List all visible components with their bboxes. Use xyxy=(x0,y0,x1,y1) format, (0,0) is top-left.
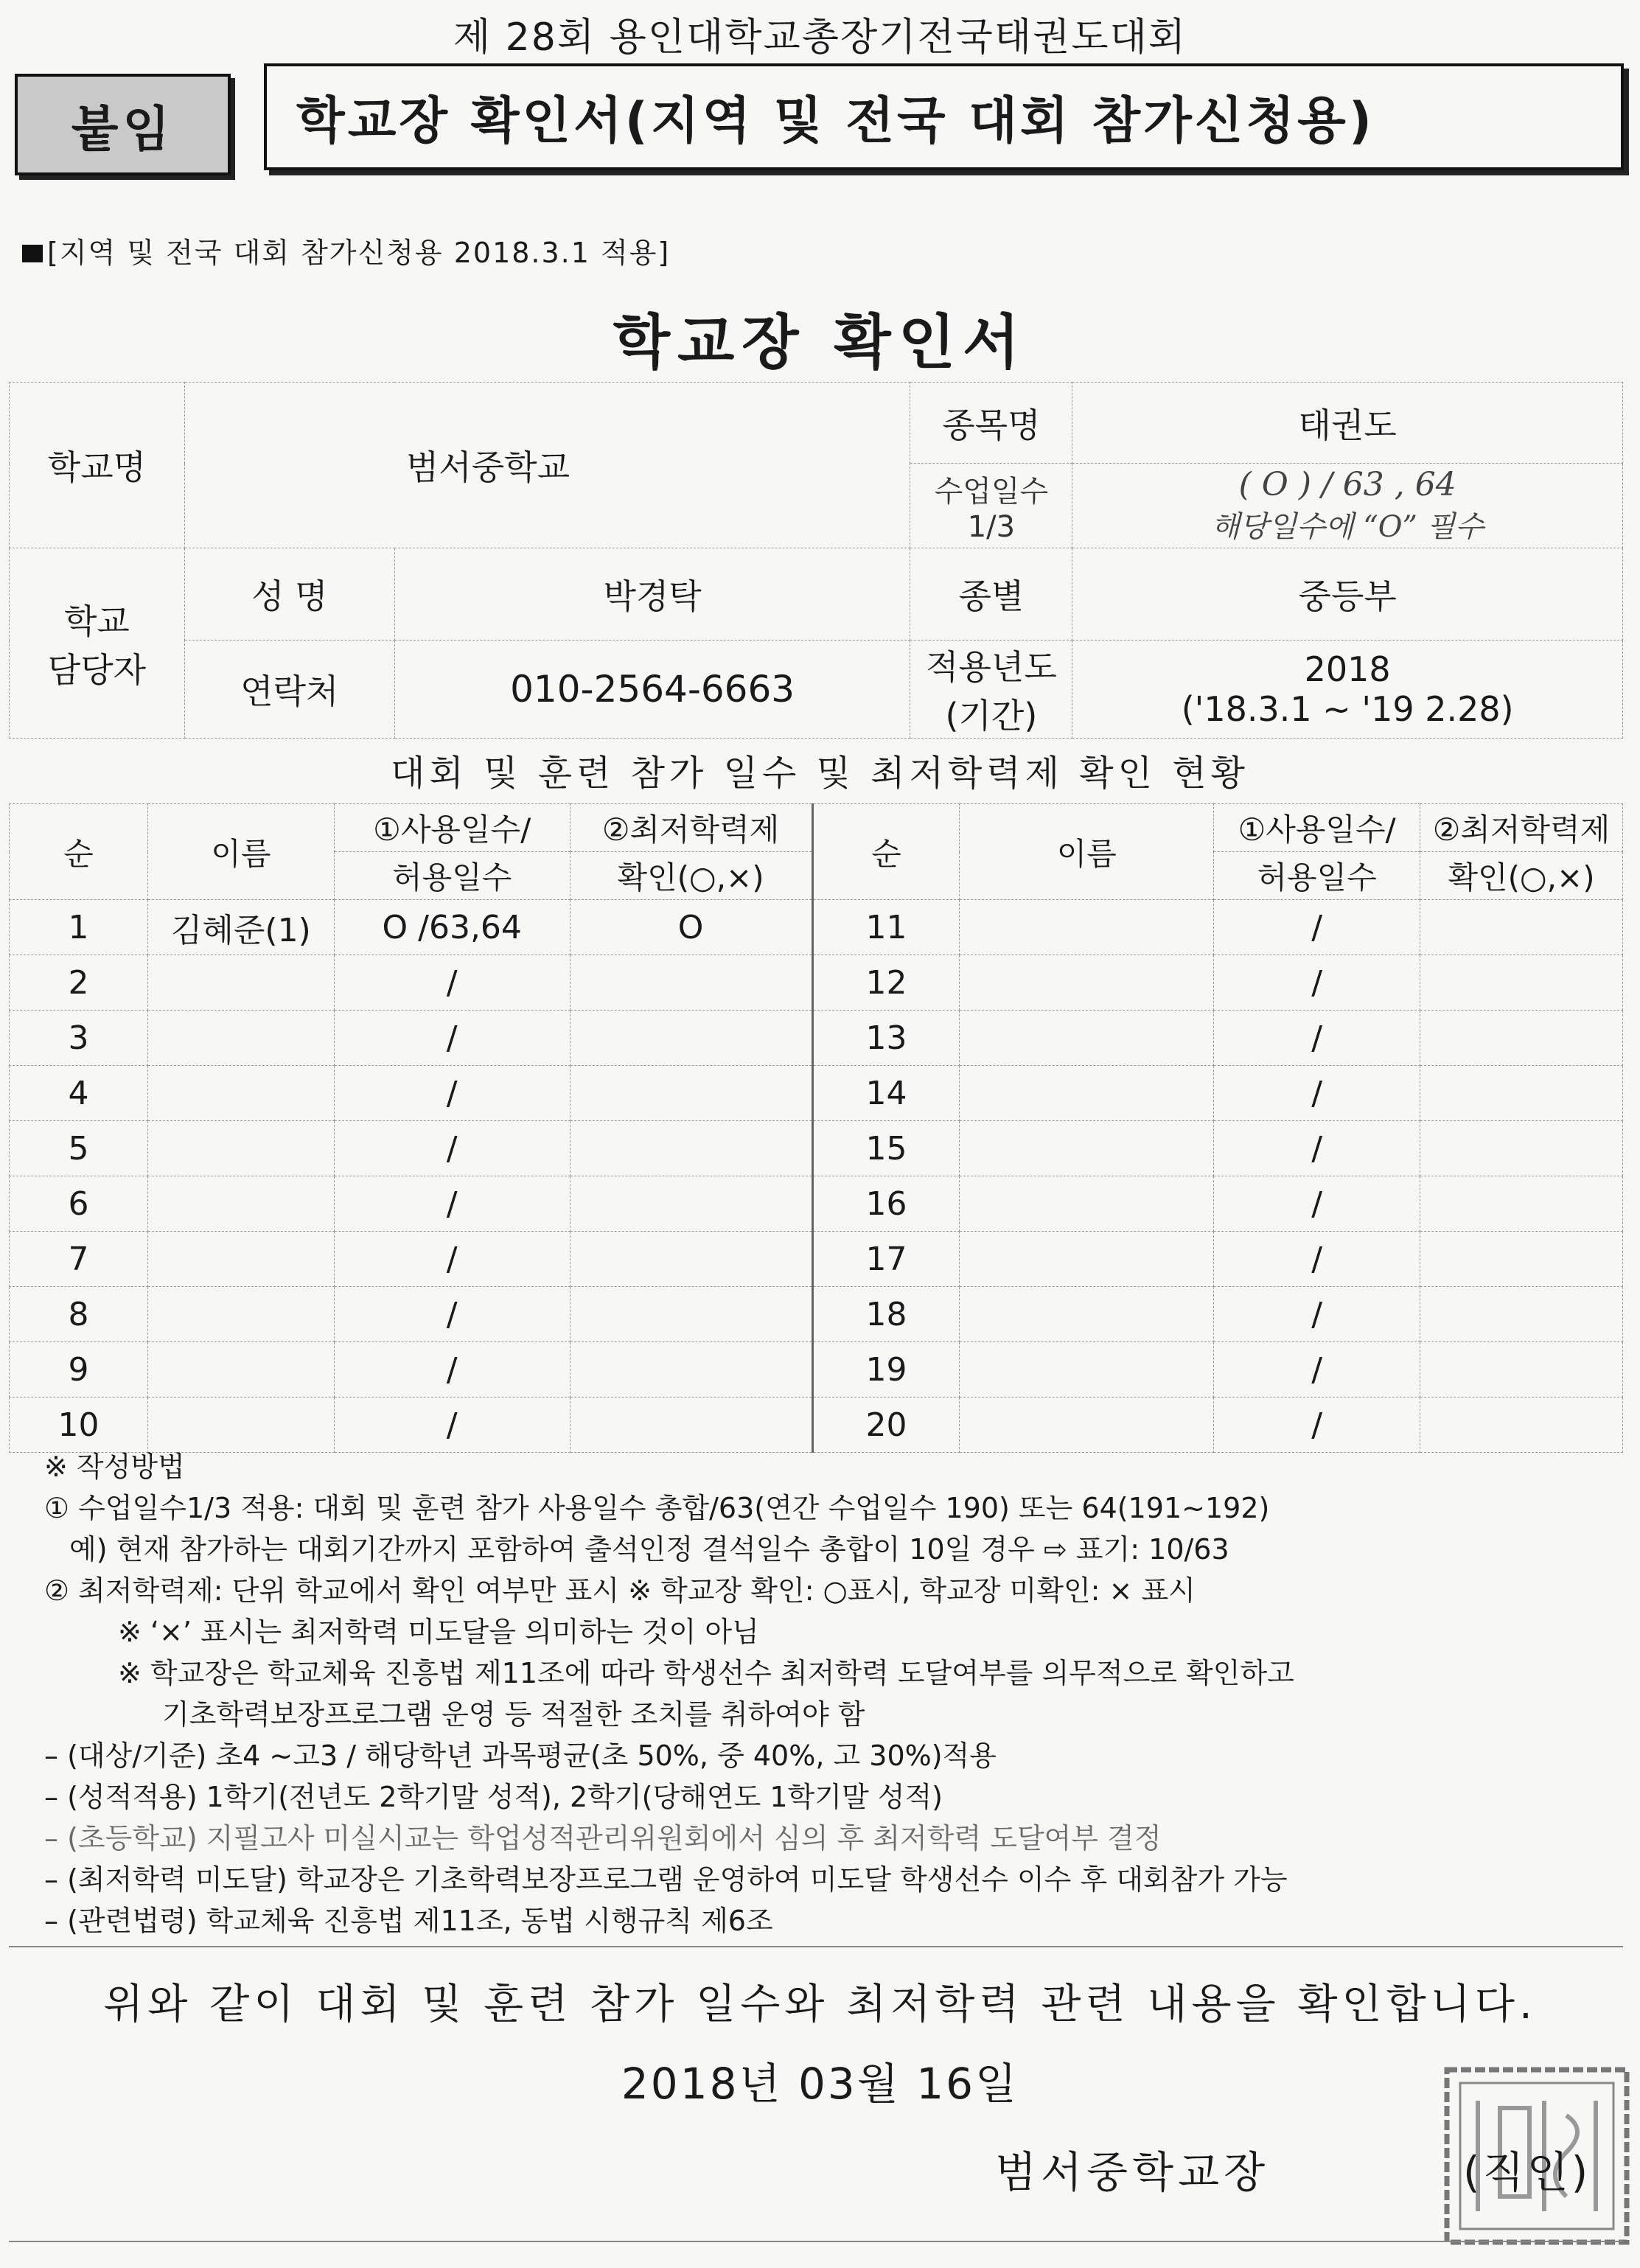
roster-right-no: 17 xyxy=(812,1232,960,1287)
signer-name: 범서중학교장 xyxy=(995,2147,1270,2197)
school-label: 학교명 xyxy=(10,383,185,548)
roster-right-no: 19 xyxy=(812,1342,960,1398)
header-name-right: 이름 xyxy=(960,804,1214,900)
roster-left-name xyxy=(147,1287,334,1342)
division-value: 중등부 xyxy=(1072,548,1623,641)
method-line-4: ※ ‘×’ 표시는 최저학력 미도달을 의미하는 것이 아님 xyxy=(118,1616,759,1648)
contact-value: 010-2564-6663 xyxy=(394,641,910,739)
roster-right-check xyxy=(1420,1232,1623,1287)
applicability-note-text: [지역 및 전국 대회 참가신청용 2018.3.1 적용] xyxy=(47,237,671,269)
days-value: ( O ) / 63 , 64 xyxy=(1238,466,1456,503)
roster-left-check xyxy=(570,1342,812,1398)
roster-left-name xyxy=(147,1232,334,1287)
roster-left-check xyxy=(570,1287,812,1342)
roster-right-no: 13 xyxy=(812,1011,960,1066)
roster-right-no: 15 xyxy=(812,1121,960,1176)
days-value-cell xyxy=(1072,464,1623,548)
roster-left-name xyxy=(147,1342,334,1398)
method-line-1: ① 수업일수1/3 적용: 대회 및 훈련 참가 사용일수 총합/63(연간 수업일수 190) 또는 64(191~192) xyxy=(44,1492,1270,1524)
roster-right-name xyxy=(960,1287,1214,1342)
roster-right-days: / xyxy=(1214,1176,1420,1232)
staff-label xyxy=(10,548,185,739)
roster-left-name xyxy=(147,1176,334,1232)
roster-right-check xyxy=(1420,1066,1623,1121)
method-line-6: 기초학력보장프로그램 운영 등 적절한 조치를 취하여야 함 xyxy=(162,1698,865,1731)
method-line-3: ② 최저학력제: 단위 학교에서 확인 여부만 표시 ※ 학교장 확인: ○표시, 학교장 미확인: × 표시 xyxy=(44,1574,1196,1607)
roster-left-no: 1 xyxy=(10,900,148,955)
document-date: 2018년 03월 16일 xyxy=(621,2059,1019,2109)
applicability-note xyxy=(22,230,670,271)
roster-row xyxy=(10,1287,1623,1342)
method-line-10: – (최저학력 미도달) 학교장은 기초학력보장프로그램 운영하여 미도달 학생선수 이수 후 대회참가 가능 xyxy=(44,1863,1288,1896)
roster-right-name xyxy=(960,1176,1214,1232)
staff-label-line1: 학교 xyxy=(64,601,130,641)
roster-right-check xyxy=(1420,955,1623,1011)
roster-right-no: 11 xyxy=(812,900,960,955)
roster-right-no: 12 xyxy=(812,955,960,1011)
roster-row xyxy=(10,955,1623,1011)
roster-left-days: / xyxy=(334,1066,570,1121)
header-days-1-right: ①사용일수/ xyxy=(1214,804,1420,852)
header-check-2: 확인(○,×) xyxy=(570,852,812,900)
staff-label-line2: 담당자 xyxy=(47,649,147,690)
roster-left-name xyxy=(147,1011,334,1066)
method-line-9: – (초등학교) 지필고사 미실시교는 학업성적관리위원회에서 심의 후 최저학력 도달여부 결정 xyxy=(44,1822,1162,1854)
method-line-8: – (성적적용) 1학기(전년도 2학기말 성적), 2학기(당해연도 1학기말 성적) xyxy=(44,1781,943,1813)
roster-right-check xyxy=(1420,1342,1623,1398)
roster-header-row xyxy=(10,804,1623,852)
roster-right-days: / xyxy=(1214,1287,1420,1342)
roster-right-check xyxy=(1420,1398,1623,1453)
roster-right-days: / xyxy=(1214,1066,1420,1121)
sport-value: 태권도 xyxy=(1072,383,1623,464)
roster-left-days: O /63,64 xyxy=(334,900,570,955)
roster-right-no: 18 xyxy=(812,1287,960,1342)
method-line-7: – (대상/기준) 초4 ~고3 / 해당학년 과목평균(초 50%, 중 40%, 고 30%)적용 xyxy=(44,1740,997,1772)
roster-left-check xyxy=(570,1232,812,1287)
roster-left-check xyxy=(570,1066,812,1121)
roster-left-check xyxy=(570,955,812,1011)
roster-left-name xyxy=(147,1121,334,1176)
roster-row xyxy=(10,1066,1623,1121)
header-days-2: 허용일수 xyxy=(334,852,570,900)
roster-right-no: 16 xyxy=(812,1176,960,1232)
period-value: ('18.3.1 ~ '19 2.28) xyxy=(1181,689,1514,729)
roster-right-check xyxy=(1420,900,1623,955)
header-no: 순 xyxy=(10,804,148,900)
header-check-2-right: 확인(○,×) xyxy=(1420,852,1623,900)
square-bullet-icon xyxy=(22,245,43,262)
roster-right-days: / xyxy=(1214,1011,1420,1066)
method-line-2: 예) 현재 참가하는 대회기간까지 포함하여 출석인정 결석일수 총합이 10일 경우 ⇨ 표기: 10/63 xyxy=(69,1533,1229,1566)
roster-left-days: / xyxy=(334,1232,570,1287)
attachment-label: 붙임 xyxy=(15,74,231,175)
roster-right-name xyxy=(960,1342,1214,1398)
roster-left-check xyxy=(570,1121,812,1176)
roster-left-name xyxy=(147,955,334,1011)
roster-row xyxy=(10,1342,1623,1398)
roster-right-name xyxy=(960,1232,1214,1287)
roster-left-no: 9 xyxy=(10,1342,148,1398)
days-note: 해당일수에 “O” 필수 xyxy=(1211,510,1484,544)
roster-table xyxy=(9,803,1623,1453)
roster-right-days: / xyxy=(1214,1342,1420,1398)
header-name: 이름 xyxy=(147,804,334,900)
event-header: 제 28회 용인대학교총장기전국태권도대회 xyxy=(453,15,1187,60)
roster-left-check xyxy=(570,1398,812,1453)
roster-left-check xyxy=(570,1176,812,1232)
roster-right-check xyxy=(1420,1011,1623,1066)
document-title: 학교장 확인서 xyxy=(613,308,1027,377)
year-label-line2: (기간) xyxy=(945,696,1038,736)
contact-label: 연락처 xyxy=(184,641,394,739)
info-table xyxy=(9,382,1623,739)
roster-right-days: / xyxy=(1214,1232,1420,1287)
name-value: 박경탁 xyxy=(394,548,910,641)
year-label xyxy=(910,641,1072,739)
year-value-cell xyxy=(1072,641,1623,739)
roster-right-check xyxy=(1420,1287,1623,1342)
seal-label: (직인) xyxy=(1463,2147,1591,2197)
roster-right-check xyxy=(1420,1121,1623,1176)
roster-left-days: / xyxy=(334,1342,570,1398)
header-check-1-right: ②최저학력제 xyxy=(1420,804,1623,852)
method-line-11: – (관련법령) 학교체육 진흥법 제11조, 동법 시행규칙 제6조 xyxy=(44,1905,773,1937)
roster-left-no: 7 xyxy=(10,1232,148,1287)
year-label-line1: 적용년도 xyxy=(926,647,1057,687)
roster-right-days: / xyxy=(1214,1121,1420,1176)
header-no-right: 순 xyxy=(812,804,960,900)
year-value: 2018 xyxy=(1304,649,1391,689)
division-label: 종별 xyxy=(910,548,1072,641)
roster-left-days: / xyxy=(334,1011,570,1066)
days-label xyxy=(910,464,1072,548)
name-label: 성 명 xyxy=(184,548,394,641)
roster-left-name: 김혜준(1) xyxy=(147,900,334,955)
roster-left-no: 6 xyxy=(10,1176,148,1232)
form-title: 학교장 확인서(지역 및 전국 대회 참가신청용) xyxy=(264,63,1624,170)
roster-left-no: 3 xyxy=(10,1011,148,1066)
roster-left-check: O xyxy=(570,900,812,955)
roster-right-days: / xyxy=(1214,1398,1420,1453)
sport-label: 종목명 xyxy=(910,383,1072,464)
roster-left-days: / xyxy=(334,1176,570,1232)
method-section xyxy=(44,1446,1294,1941)
roster-left-days: / xyxy=(334,1287,570,1342)
roster-right-no: 20 xyxy=(812,1398,960,1453)
roster-left-check xyxy=(570,1011,812,1066)
roster-left-no: 5 xyxy=(10,1121,148,1176)
divider xyxy=(9,1946,1623,1947)
days-label-line2: 1/3 xyxy=(967,509,1016,544)
roster-row xyxy=(10,1176,1623,1232)
header-check-1: ②최저학력제 xyxy=(570,804,812,852)
roster-left-no: 8 xyxy=(10,1287,148,1342)
roster-right-name xyxy=(960,955,1214,1011)
roster-left-days: / xyxy=(334,955,570,1011)
roster-row xyxy=(10,1011,1623,1066)
confirmation-text: 위와 같이 대회 및 훈련 참가 일수와 최저학력 관련 내용을 확인합니다. xyxy=(103,1981,1537,2028)
method-line-5: ※ 학교장은 학교체육 진흥법 제11조에 따라 학생선수 최저학력 도달여부를 의무적으로 확인하고 xyxy=(118,1657,1294,1689)
section-title: 대회 및 훈련 참가 일수 및 최저학력제 확인 현황 xyxy=(390,753,1250,794)
days-label-line1: 수업일수 xyxy=(934,474,1049,509)
roster-right-no: 14 xyxy=(812,1066,960,1121)
roster-right-name xyxy=(960,1011,1214,1066)
roster-row xyxy=(10,900,1623,955)
roster-right-name xyxy=(960,900,1214,955)
roster-row xyxy=(10,1398,1623,1453)
roster-row xyxy=(10,1121,1623,1176)
roster-left-no: 4 xyxy=(10,1066,148,1121)
roster-left-name xyxy=(147,1066,334,1121)
roster-left-days: / xyxy=(334,1121,570,1176)
roster-right-days: / xyxy=(1214,955,1420,1011)
bottom-divider xyxy=(9,2241,1623,2242)
method-heading: ※ 작성방법 xyxy=(44,1451,185,1483)
roster-left-name xyxy=(147,1398,334,1453)
roster-left-no: 10 xyxy=(10,1398,148,1453)
roster-right-name xyxy=(960,1066,1214,1121)
roster-left-no: 2 xyxy=(10,955,148,1011)
header-days-1: ①사용일수/ xyxy=(334,804,570,852)
school-value: 범서중학교 xyxy=(184,383,910,548)
roster-row xyxy=(10,1232,1623,1287)
roster-right-name xyxy=(960,1121,1214,1176)
header-days-2-right: 허용일수 xyxy=(1214,852,1420,900)
roster-right-check xyxy=(1420,1176,1623,1232)
roster-right-days: / xyxy=(1214,900,1420,955)
roster-left-days: / xyxy=(334,1398,570,1453)
roster-right-name xyxy=(960,1398,1214,1453)
